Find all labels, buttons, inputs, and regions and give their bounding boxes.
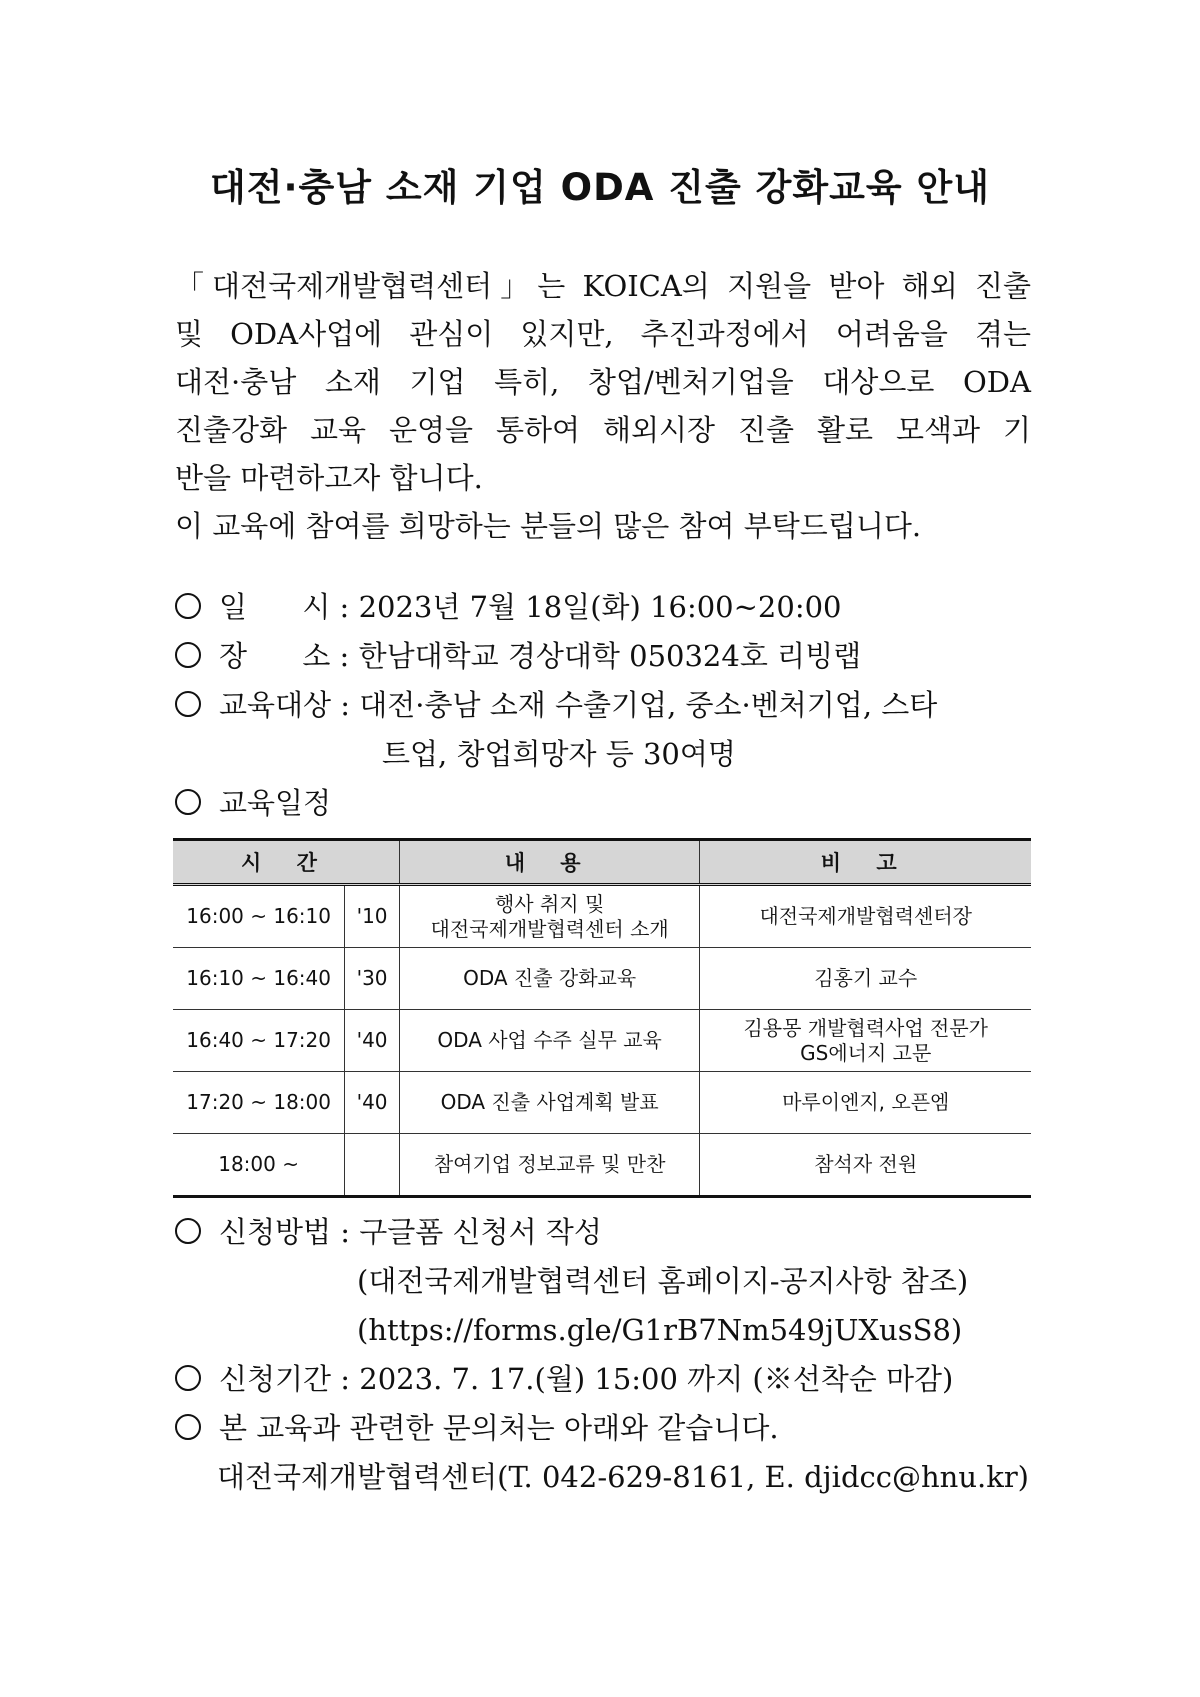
cell-note-line: GS에너지 고문 — [800, 1040, 932, 1065]
date-label: 일 시 — [219, 590, 331, 624]
header-note: 비 고 — [700, 840, 1031, 885]
schedule-label: 교육일정 — [219, 786, 332, 820]
cell-time: 16:00 ~ 16:10 — [173, 885, 345, 948]
apply-url-link[interactable]: (https://forms.gle/G1rB7Nm549jUXusS8) — [357, 1313, 963, 1347]
circle-bullet-icon — [175, 789, 201, 815]
place-item: 장 소 : 한남대학교 경상대학 050324호 리빙랩 — [175, 632, 1035, 681]
table-header-row — [173, 840, 1031, 885]
cell-duration: '10 — [345, 885, 400, 948]
cell-duration: '40 — [345, 1072, 400, 1134]
intro-line: 반을 마련하고자 합니다. — [175, 461, 483, 495]
place-label: 장 소 — [219, 639, 331, 673]
circle-bullet-icon — [175, 1365, 201, 1391]
intro-paragraph — [175, 262, 1031, 550]
circle-bullet-icon — [175, 691, 201, 717]
document-title: 대전·충남 소재 기업 ODA 진출 강화교육 안내 — [209, 166, 991, 209]
target-item: 교육대상 : 대전·충남 소재 수출기업, 중소·벤처기업, 스타 — [175, 681, 1035, 730]
cell-content: ODA 진출 강화교육 — [399, 948, 700, 1010]
cell-time: 16:10 ~ 16:40 — [173, 948, 345, 1010]
table-row — [173, 885, 1031, 948]
cell-time: 16:40 ~ 17:20 — [173, 1010, 345, 1072]
cell-note: 참석자 전원 — [700, 1134, 1031, 1197]
place-value: 한남대학교 경상대학 050324호 리빙랩 — [358, 639, 862, 673]
circle-bullet-icon — [175, 1218, 201, 1244]
intro-line: 대전·충남 소재 기업 특히, 창업/벤처기업을 대상으로 ODA — [175, 365, 1031, 399]
cell-content: ODA 진출 사업계획 발표 — [399, 1072, 700, 1134]
contact-detail: 대전국제개발협력센터(T. 042-629-8161, E. djidcc@hnu.kr) — [217, 1460, 1029, 1494]
cell-note — [700, 1010, 1031, 1072]
schedule-table — [173, 838, 1031, 1198]
cell-content: 참여기업 정보교류 및 만찬 — [399, 1134, 700, 1197]
header-time: 시 간 — [173, 840, 399, 885]
period-value: 2023. 7. 17.(월) 15:00 까지 (※선착순 마감) — [359, 1362, 954, 1396]
cell-content-line: 대전국제개발협력센터 소개 — [430, 916, 669, 941]
cell-duration — [345, 1134, 400, 1197]
cell-duration: '40 — [345, 1010, 400, 1072]
circle-bullet-icon — [175, 593, 201, 619]
schedule-item — [175, 779, 1035, 828]
apply-label: 신청방법 — [219, 1215, 332, 1249]
contact-item — [175, 1404, 1035, 1453]
cell-note: 김홍기 교수 — [700, 948, 1031, 1010]
intro-line: 이 교육에 참여를 희망하는 분들의 많은 참여 부탁드립니다. — [175, 509, 922, 543]
intro-line: 진출강화 교육 운영을 통하여 해외시장 진출 활로 모색과 기 — [175, 413, 1031, 447]
table-row — [173, 1072, 1031, 1134]
target-continuation: 트업, 창업희망자 등 30여명 — [382, 737, 736, 771]
cell-duration: '30 — [345, 948, 400, 1010]
contact-text: 본 교육과 관련한 문의처는 아래와 같습니다. — [219, 1411, 779, 1445]
cell-note-line: 김용몽 개발협력사업 전문가 — [743, 1015, 988, 1040]
intro-line: 및 ODA사업에 관심이 있지만, 추진과정에서 어려움을 겪는 — [175, 317, 1031, 351]
table-row — [173, 1134, 1031, 1197]
circle-bullet-icon — [175, 642, 201, 668]
apply-item: 신청방법 : 구글폼 신청서 작성 — [175, 1208, 1035, 1257]
cell-content: ODA 사업 수주 실무 교육 — [399, 1010, 700, 1072]
cell-time: 18:00 ~ — [173, 1134, 345, 1197]
application-info — [175, 1208, 1035, 1502]
cell-note: 마루이엔지, 오픈엠 — [700, 1072, 1031, 1134]
cell-content — [399, 885, 700, 948]
target-value: 대전·충남 소재 수출기업, 중소·벤처기업, 스타 — [359, 688, 938, 722]
period-label: 신청기간 — [219, 1362, 332, 1396]
table-row — [173, 948, 1031, 1010]
date-value: 2023년 7월 18일(화) 16:00~20:00 — [358, 590, 842, 624]
cell-content-line: 행사 취지 및 — [494, 891, 605, 916]
period-item: 신청기간 : 2023. 7. 17.(월) 15:00 까지 (※선착순 마감) — [175, 1355, 1035, 1404]
event-info — [175, 583, 1035, 828]
target-label: 교육대상 — [219, 688, 332, 722]
apply-note: (대전국제개발협력센터 홈페이지-공지사항 참조) — [357, 1264, 969, 1298]
cell-time: 17:20 ~ 18:00 — [173, 1072, 345, 1134]
apply-value: 구글폼 신청서 작성 — [359, 1215, 602, 1249]
cell-note: 대전국제개발협력센터장 — [700, 885, 1031, 948]
table-row — [173, 1010, 1031, 1072]
intro-line: 「대전국제개발협력센터」는 KOICA의 지원을 받아 해외 진출 — [175, 269, 1031, 303]
header-content: 내 용 — [399, 840, 700, 885]
date-item: 일 시 : 2023년 7월 18일(화) 16:00~20:00 — [175, 583, 1035, 632]
circle-bullet-icon — [175, 1414, 201, 1440]
